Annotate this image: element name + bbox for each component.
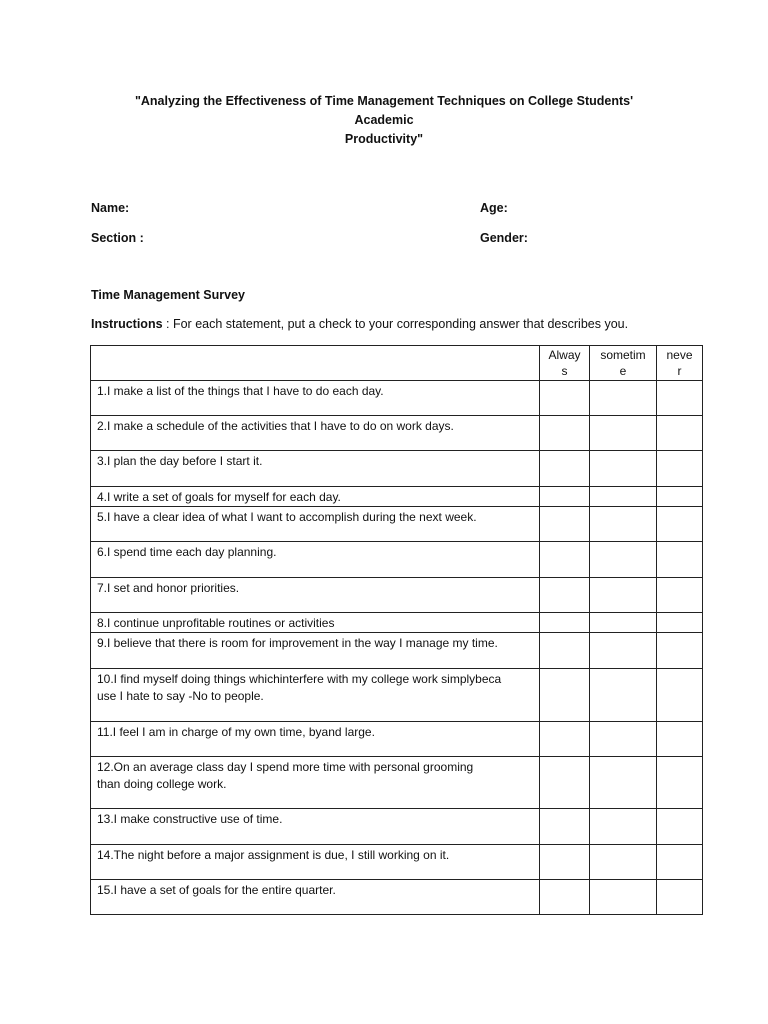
table-row — [91, 669, 703, 722]
statement-line: 9.I believe that there is room for improvement in the way I manage my time. — [97, 636, 498, 650]
answer-cell-sometime[interactable] — [590, 809, 657, 845]
table-row — [91, 578, 703, 613]
answer-cell-always[interactable] — [540, 845, 590, 880]
table-row — [91, 507, 703, 542]
statement-cell — [91, 381, 540, 416]
statement-cell — [91, 722, 540, 757]
column-header-line: neve — [666, 348, 693, 362]
statement-cell — [91, 880, 540, 915]
column-header-line: sometim — [600, 348, 646, 362]
table-row — [91, 416, 703, 451]
answer-cell-always[interactable] — [540, 722, 590, 757]
statement-cell — [91, 613, 540, 633]
statement-cell — [91, 542, 540, 578]
answer-cell-never[interactable] — [657, 578, 703, 613]
answer-cell-sometime[interactable] — [590, 507, 657, 542]
statement-line: 7.I set and honor priorities. — [97, 581, 240, 595]
statement-cell — [91, 578, 540, 613]
column-header-line: s — [561, 364, 568, 378]
answer-cell-sometime[interactable] — [590, 381, 657, 416]
answer-cell-always[interactable] — [540, 451, 590, 487]
answer-cell-always[interactable] — [540, 416, 590, 451]
survey-title: Time Management Survey — [91, 288, 245, 302]
statement-cell — [91, 507, 540, 542]
answer-cell-sometime[interactable] — [590, 722, 657, 757]
answer-cell-always[interactable] — [540, 757, 590, 809]
table-row — [91, 880, 703, 915]
statement-line: 2.I make a schedule of the activities that I have to do on work days. — [97, 419, 454, 433]
table-row — [91, 633, 703, 669]
answer-cell-always[interactable] — [540, 381, 590, 416]
statement-cell — [91, 809, 540, 845]
statement-line: 8.I continue unprofitable routines or activities — [97, 616, 335, 630]
table-header-row — [91, 346, 703, 381]
statement-cell — [91, 669, 540, 722]
answer-cell-never[interactable] — [657, 669, 703, 722]
survey-table — [90, 345, 703, 915]
title-line-1: "Analyzing the Effectiveness of Time Management Techniques on College Students' Academic — [134, 94, 634, 127]
statement-line: 10.I find myself doing things whichinterfere with my college work simplybeca — [97, 672, 502, 686]
column-header-never — [657, 346, 703, 381]
answer-cell-never[interactable] — [657, 416, 703, 451]
answer-cell-always[interactable] — [540, 487, 590, 507]
table-row — [91, 757, 703, 809]
answer-cell-never[interactable] — [657, 507, 703, 542]
statement-line: 12.On an average class day I spend more time with personal grooming — [97, 760, 474, 774]
statement-line: than doing college work. — [97, 777, 227, 791]
statement-cell — [91, 487, 540, 507]
answer-cell-never[interactable] — [657, 722, 703, 757]
table-row — [91, 809, 703, 845]
statement-line: 13.I make constructive use of time. — [97, 812, 283, 826]
table-row — [91, 722, 703, 757]
table-row — [91, 845, 703, 880]
statement-line: 1.I make a list of the things that I have to do each day. — [97, 384, 384, 398]
statement-cell — [91, 451, 540, 487]
column-header-sometime — [590, 346, 657, 381]
answer-cell-sometime[interactable] — [590, 416, 657, 451]
statement-line: 4.I write a set of goals for myself for each day. — [97, 490, 341, 504]
statement-cell — [91, 757, 540, 809]
answer-cell-never[interactable] — [657, 809, 703, 845]
answer-cell-sometime[interactable] — [590, 880, 657, 915]
answer-cell-sometime[interactable] — [590, 578, 657, 613]
answer-cell-never[interactable] — [657, 757, 703, 809]
statement-cell — [91, 633, 540, 669]
answer-cell-sometime[interactable] — [590, 845, 657, 880]
answer-cell-sometime[interactable] — [590, 542, 657, 578]
table-row — [91, 451, 703, 487]
answer-cell-never[interactable] — [657, 613, 703, 633]
answer-cell-always[interactable] — [540, 633, 590, 669]
answer-cell-never[interactable] — [657, 542, 703, 578]
table-row — [91, 613, 703, 633]
name-label: Name: — [91, 201, 130, 215]
statement-line: use I hate to say -No to people. — [97, 689, 264, 703]
answer-cell-never[interactable] — [657, 633, 703, 669]
statement-line: 11.I feel I am in charge of my own time, byand large. — [97, 725, 375, 739]
answer-cell-sometime[interactable] — [590, 669, 657, 722]
statement-cell — [91, 416, 540, 451]
age-label: Age: — [480, 201, 508, 215]
instructions-text: : For each statement, put a check to your corresponding answer that describes you. — [162, 317, 629, 331]
answer-cell-always[interactable] — [540, 669, 590, 722]
table-row — [91, 487, 703, 507]
column-header-line: e — [619, 364, 627, 378]
statement-line: 15.I have a set of goals for the entire quarter. — [97, 883, 336, 897]
answer-cell-sometime[interactable] — [590, 613, 657, 633]
answer-cell-never[interactable] — [657, 880, 703, 915]
instructions — [91, 317, 628, 331]
statement-line: 5.I have a clear idea of what I want to accomplish during the next week. — [97, 510, 477, 524]
section-label: Section : — [91, 231, 144, 245]
answer-cell-always[interactable] — [540, 578, 590, 613]
column-header-line: Alway — [548, 348, 581, 362]
statement-line: 6.I spend time each day planning. — [97, 545, 277, 559]
title-line-2: Productivity" — [344, 132, 424, 146]
instructions-label: Instructions — [91, 317, 163, 331]
answer-cell-always[interactable] — [540, 542, 590, 578]
answer-cell-always[interactable] — [540, 880, 590, 915]
answer-cell-sometime[interactable] — [590, 487, 657, 507]
answer-cell-always[interactable] — [540, 507, 590, 542]
answer-cell-never[interactable] — [657, 381, 703, 416]
table-row — [91, 381, 703, 416]
statement-line: 14.The night before a major assignment is due, I still working on it. — [97, 848, 450, 862]
answer-cell-always[interactable] — [540, 613, 590, 633]
answer-cell-always[interactable] — [540, 809, 590, 845]
statement-line: 3.I plan the day before I start it. — [97, 454, 263, 468]
answer-cell-sometime[interactable] — [590, 757, 657, 809]
answer-cell-never[interactable] — [657, 451, 703, 487]
answer-cell-sometime[interactable] — [590, 633, 657, 669]
answer-cell-never[interactable] — [657, 845, 703, 880]
gender-label: Gender: — [480, 231, 528, 245]
answer-cell-never[interactable] — [657, 487, 703, 507]
statement-cell — [91, 845, 540, 880]
document-title — [110, 92, 658, 149]
column-header-line: r — [677, 364, 682, 378]
answer-cell-sometime[interactable] — [590, 451, 657, 487]
column-header-always — [540, 346, 590, 381]
table-row — [91, 542, 703, 578]
statement-header-cell — [91, 346, 540, 381]
